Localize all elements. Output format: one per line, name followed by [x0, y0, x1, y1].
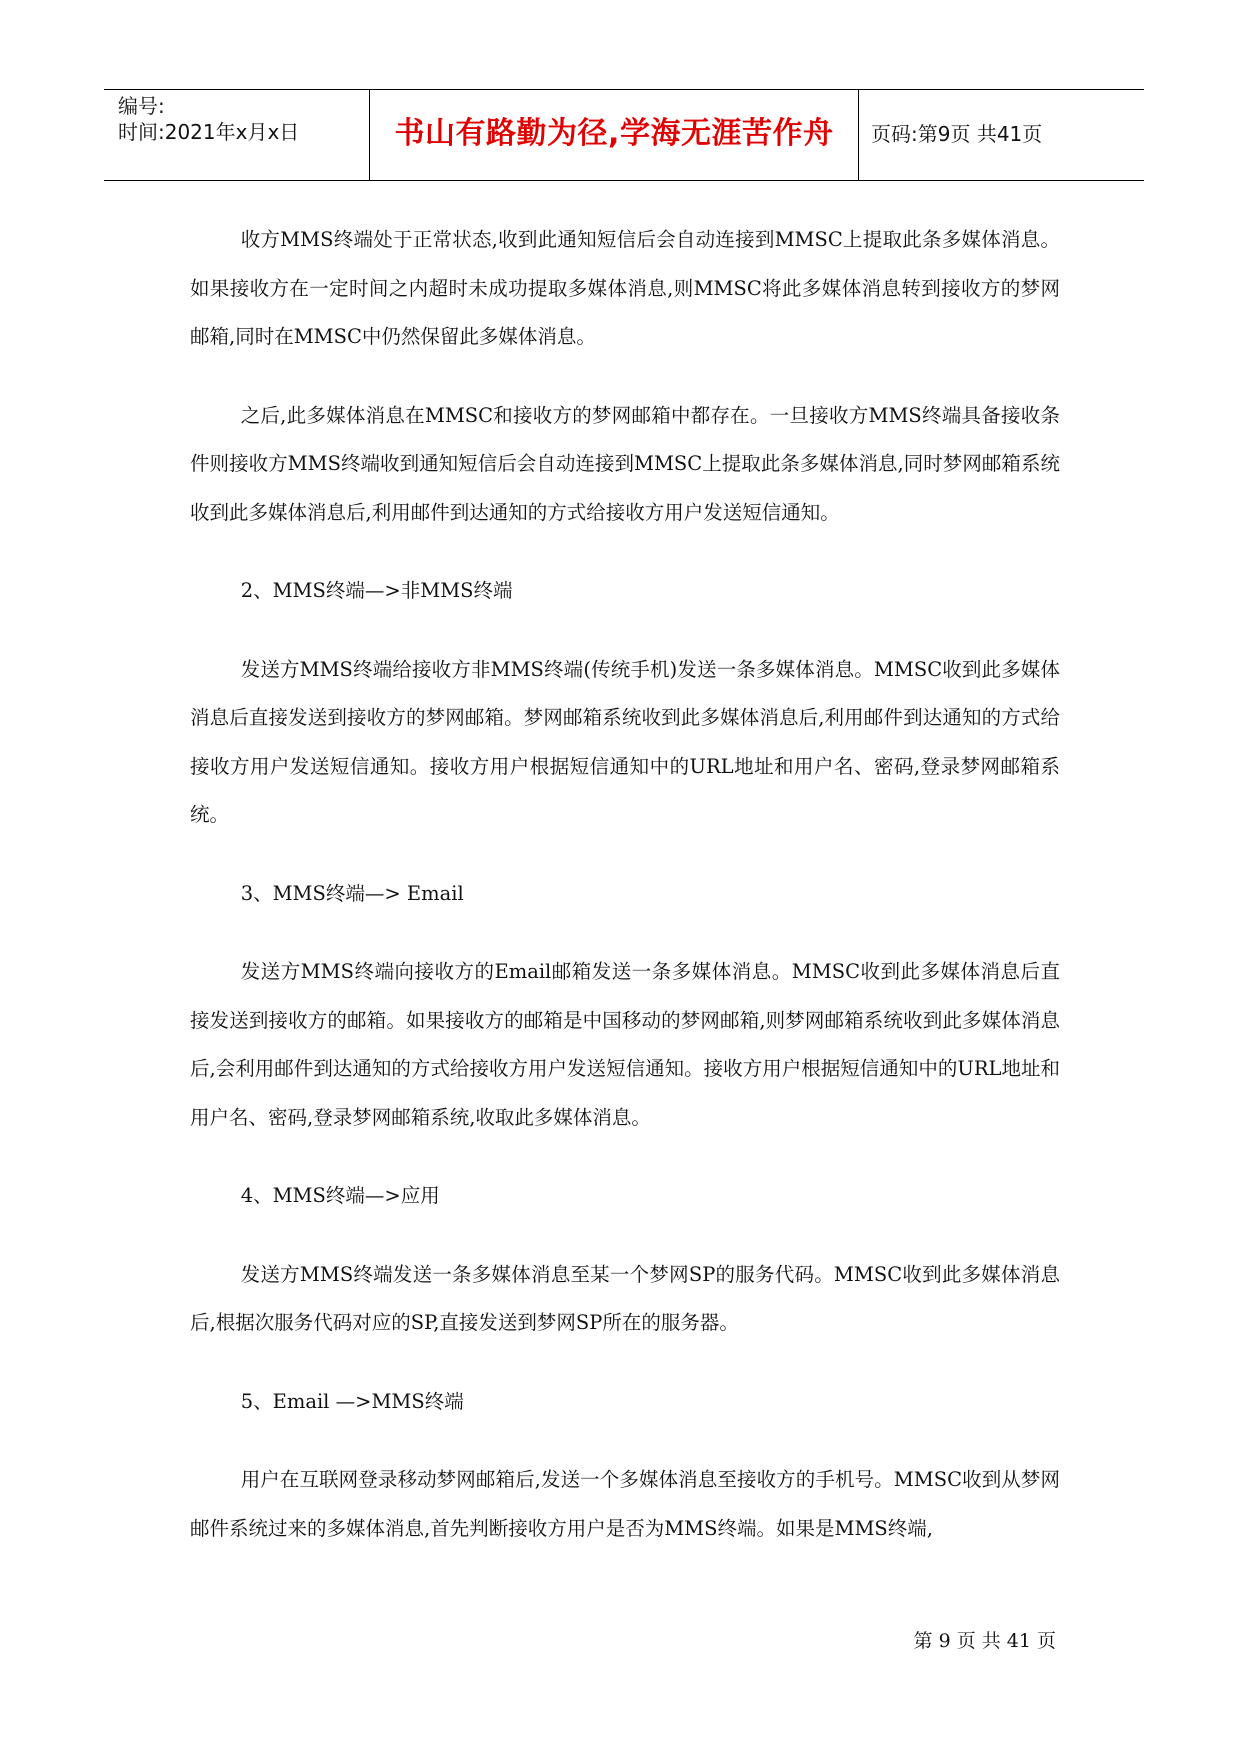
section-heading: 3、MMS终端—> Email [240, 881, 464, 905]
page-footer: 第 9 页 共 41 页 [913, 1630, 1056, 1652]
body-paragraph: 发送方MMS终端给接收方非MMS终端(传统手机)发送一条多媒体消息。MMSC收到此多媒体消息后直接发送到接收方的梦网邮箱。梦网邮箱系统收到此多媒体消息后,利用邮件到达通知的方式给接收方用户发送短信通知。接收方用户根据短信通知中的URL地址和用户名、密码,登录梦网邮箱系统。 [190, 657, 1060, 826]
body-paragraph: 收方MMS终端处于正常状态,收到此通知短信后会自动连接到MMSC上提取此条多媒体消息。如果接收方在一定时间之内超时未成功提取多媒体消息,则MMSC将此多媒体消息转到接收方的梦网邮箱,同时在MMSC中仍然保留此多媒体消息。 [190, 228, 1060, 348]
section-heading: 5、Email —>MMS终端 [240, 1389, 464, 1413]
header-table [104, 89, 1144, 181]
body-paragraph: 发送方MMS终端发送一条多媒体消息至某一个梦网SP的服务代码。MMSC收到此多媒体消息后,根据次服务代码对应的SP,直接发送到梦网SP所在的服务器。 [190, 1262, 1060, 1334]
document-time-label: 时间:2021年x月x日 [118, 120, 300, 144]
body-paragraph: 用户在互联网登录移动梦网邮箱后,发送一个多媒体消息至接收方的手机号。MMSC收到从梦网邮件系统过来的多媒体消息,首先判断接收方用户是否为MMS终端。如果是MMS终端, [190, 1468, 1060, 1540]
document-body [190, 216, 1060, 1583]
body-paragraph: 发送方MMS终端向接收方的Email邮箱发送一条多媒体消息。MMSC收到此多媒体消息后直接发送到接收方的邮箱。如果接收方的邮箱是中国移动的梦网邮箱,则梦网邮箱系统收到此多媒体消息后,会利用邮件到达通知的方式给接收方用户发送短信通知。接收方用户根据短信通知中的URL地址和用户名、密码,登录梦网邮箱系统,收取此多媒体消息。 [190, 960, 1060, 1129]
header-motto: 书山有路勤为径,学海无涯苦作舟 [394, 116, 834, 151]
section-heading: 4、MMS终端—>应用 [240, 1184, 440, 1207]
header-page-info: 页码:第9页 共41页 [871, 122, 1043, 146]
section-heading: 2、MMS终端—>非MMS终端 [240, 579, 513, 602]
header-middle-cell [369, 90, 859, 180]
body-paragraph: 之后,此多媒体消息在MMSC和接收方的梦网邮箱中都存在。一旦接收方MMS终端具备接收条件则接收方MMS终端收到通知短信后会自动连接到MMSC上提取此条多媒体消息,同时梦网邮箱系统收到此多媒体消息后,利用邮件到达通知的方式给接收方用户发送短信通知。 [190, 403, 1060, 524]
header-left-cell [104, 90, 369, 180]
document-number-label: 编号: [118, 94, 165, 118]
header-right-cell [859, 90, 1144, 180]
